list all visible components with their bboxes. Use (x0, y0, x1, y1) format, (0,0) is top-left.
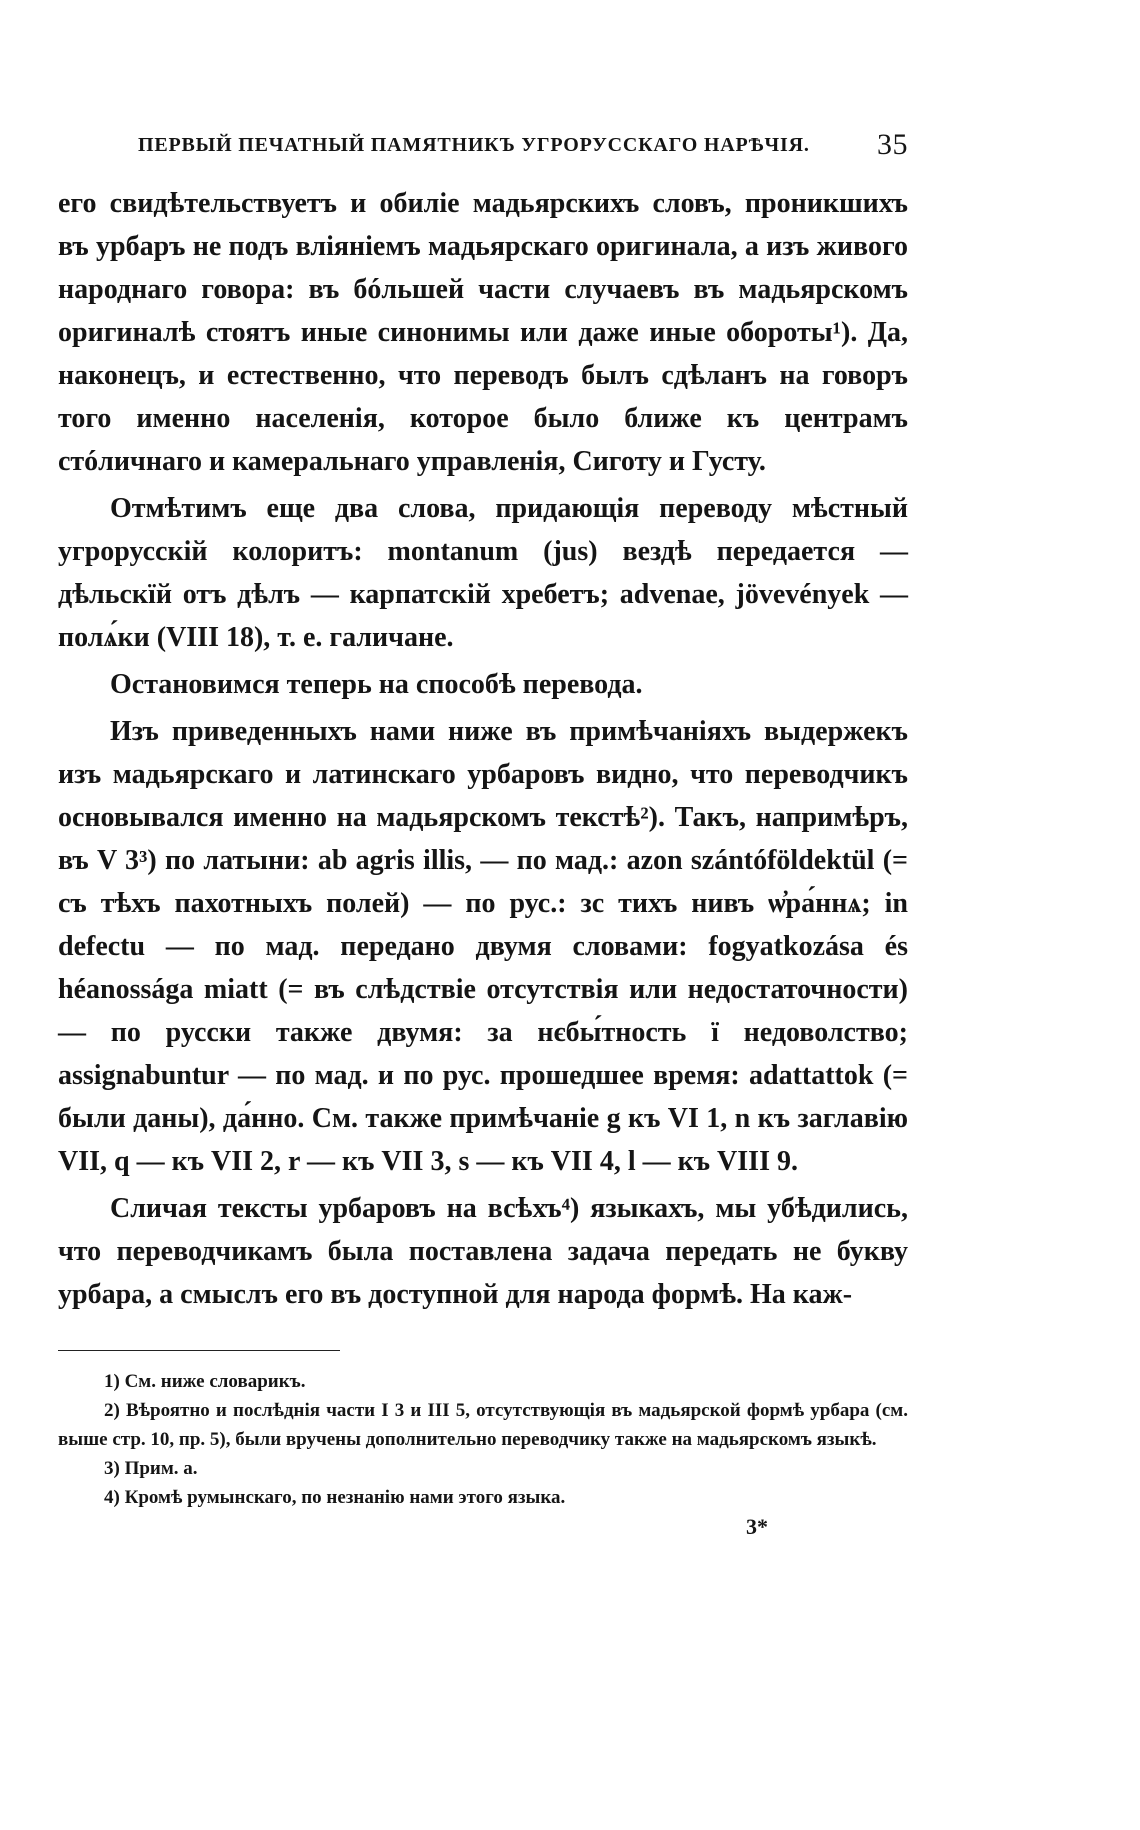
paragraph-3: Остановимся теперь на способѣ перевода. (110, 669, 643, 700)
paragraph-2: Отмѣтимъ еще два слова, придающія переводу мѣстный угрорусскій колоритъ: montanum (jus) вездѣ передается — дѣльскїй отъ дѣлъ — карпатскій хребетъ; advenae, jövevények — полѧ́ки (VIII 18), т. е. галичане. (58, 493, 908, 653)
paragraph-1: его свидѣтельствуетъ и обиліе мадьярскихъ словъ, проникшихъ въ урбаръ не подъ вліяніемъ мадьярскаго оригинала, а изъ живого народнаго говора: въ бóльшей части случаевъ въ мадьярскомъ оригиналѣ стоятъ иные синонимы или даже иные обороты¹). Да, наконецъ, и естественно, что переводъ былъ сдѣланъ на говоръ того именно населенія, которое было ближе къ центрамъ стóличнаго и камеральнаго управленія, Сиготу и Густу. (58, 188, 908, 477)
running-header (58, 128, 908, 164)
footnotes (58, 1367, 908, 1512)
book-page (58, 128, 908, 1540)
footnote-3: 3) Прим. a. (104, 1458, 198, 1479)
footnote-divider (58, 1350, 340, 1351)
page-number: 35 (877, 128, 908, 161)
main-text (58, 182, 908, 1316)
signature-mark: 3* (746, 1514, 768, 1539)
paragraph-5: Сличая тексты урбаровъ на всѣхъ⁴) языкахъ, мы убѣдились, что переводчикамъ была поставлена задача передать не букву урбара, а смыслъ его въ доступной для народа формѣ. На каж- (58, 1193, 908, 1310)
footnote-1: 1) См. ниже словарикъ. (104, 1371, 306, 1392)
footnote-4: 4) Кромѣ румынскаго, по незнанію нами этого языка. (104, 1487, 566, 1508)
paragraph-4: Изъ приведенныхъ нами ниже въ примѣчаніяхъ выдержекъ изъ мадьярскаго и латинскаго урбаровъ видно, что переводчикъ основывался именно на мадьярскомъ текстѣ²). Такъ, напримѣръ, въ V 3³) по латыни: ab agris illis, — по мад.: azon szántóföldektül (= съ тѣхъ пахотныхъ полей) — по рус.: зс тихъ нивъ ѡ҆ра́ннѧ; in defectu — по мад. передано двумя словами: fogyatkozása és héanossága miatt (= въ слѣдствіе отсутствія или недостаточности) — по русски также двумя: за нєбы́тность ї недоволство; assignabuntur — по мад. и по рус. прошедшее время: adattattok (= были даны), да́нно. См. также примѣчаніе g къ VI 1, n къ заглавію VII, q — къ VII 2, r — къ VII 3, s — къ VII 4, l — къ VIII 9. (58, 716, 908, 1177)
footnote-2: 2) Вѣроятно и послѣднія части I 3 и III 5, отсутствующія въ мадьярской формѣ урбара (см. выше стр. 10, пр. 5), были вручены дополнительно переводчику также на мадьярскомъ языкѣ. (58, 1400, 908, 1450)
running-title: ПЕРВЫЙ ПЕЧАТНЫЙ ПАМЯТНИКЪ УГРОРУССКАГО НАРѢЧІЯ. (138, 134, 810, 156)
